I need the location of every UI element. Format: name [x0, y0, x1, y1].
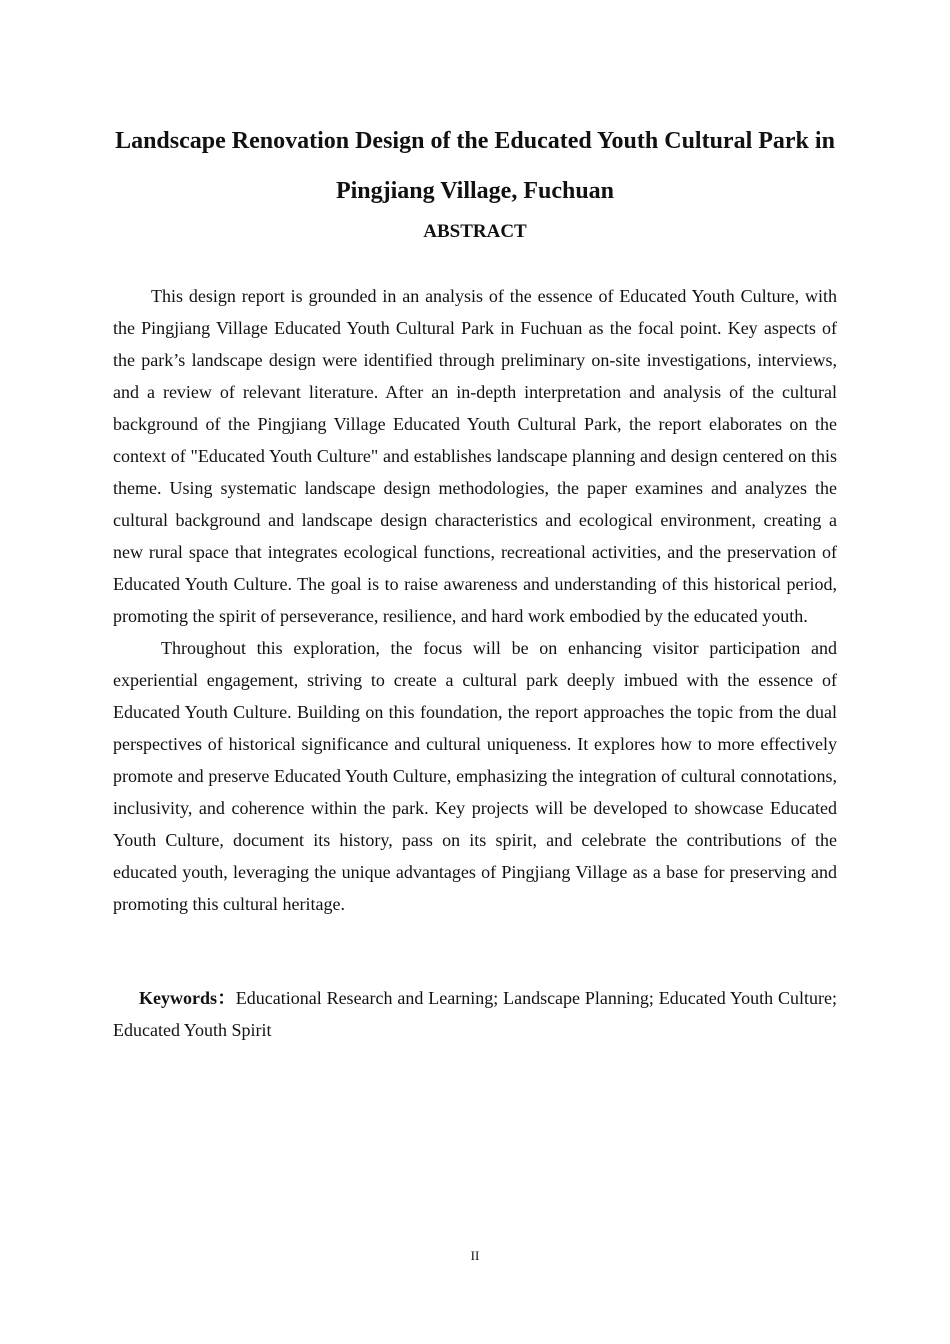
- abstract-paragraph-1: This design report is grounded in an analysis of the essence of Educated Youth Culture, with the Pingjiang Village Educated Youth Cultural Park in Fuchuan as the focal point. Key aspects of the park’s landscape design were identified through preliminary on-site investigations, interviews, and a review of relevant literature. After an in-depth interpretation and analysis of the cultural background of the Pingjiang Village Educated Youth Cultural Park, the report elaborates on the context of "Educated Youth Culture" and establishes landscape planning and design centered on this theme. Using systematic landscape design methodologies, the paper examines and analyzes the cultural background and landscape design characteristics and ecological environment, creating a new rural space that integrates ecological functions, recreational activities, and the preservation of Educated Youth Culture. The goal is to raise awareness and understanding of this historical period, promoting the spirit of perseverance, resilience, and hard work embodied by the educated youth.: [113, 286, 837, 626]
- abstract-paragraph-2: Throughout this exploration, the focus will be on enhancing visitor participation and experiential engagement, striving to create a cultural park deeply imbued with the essence of Educated Youth Culture. Building on this foundation, the report approaches the topic from the dual perspectives of historical significance and cultural uniqueness. It explores how to more effectively promote and preserve Educated Youth Culture, emphasizing the integration of cultural connotations, inclusivity, and coherence within the park. Key projects will be developed to showcase Educated Youth Culture, document its history, pass on its spirit, and celebrate the contributions of the educated youth, leveraging the unique advantages of Pingjiang Village as a base for preserving and promoting this cultural heritage.: [113, 638, 837, 914]
- abstract-heading: ABSTRACT: [423, 221, 527, 242]
- document-title: Landscape Renovation Design of the Educated Youth Cultural Park in Pingjiang Village, Fuchuan: [115, 128, 835, 204]
- keywords-label: Keywords：: [139, 988, 236, 1008]
- keywords-text: Educational Research and Learning; Landscape Planning; Educated Youth Culture; Educated Youth Spirit: [113, 988, 837, 1040]
- page-number: II: [470, 1248, 480, 1263]
- abstract-body: [113, 280, 837, 920]
- keywords-line: [113, 982, 837, 1046]
